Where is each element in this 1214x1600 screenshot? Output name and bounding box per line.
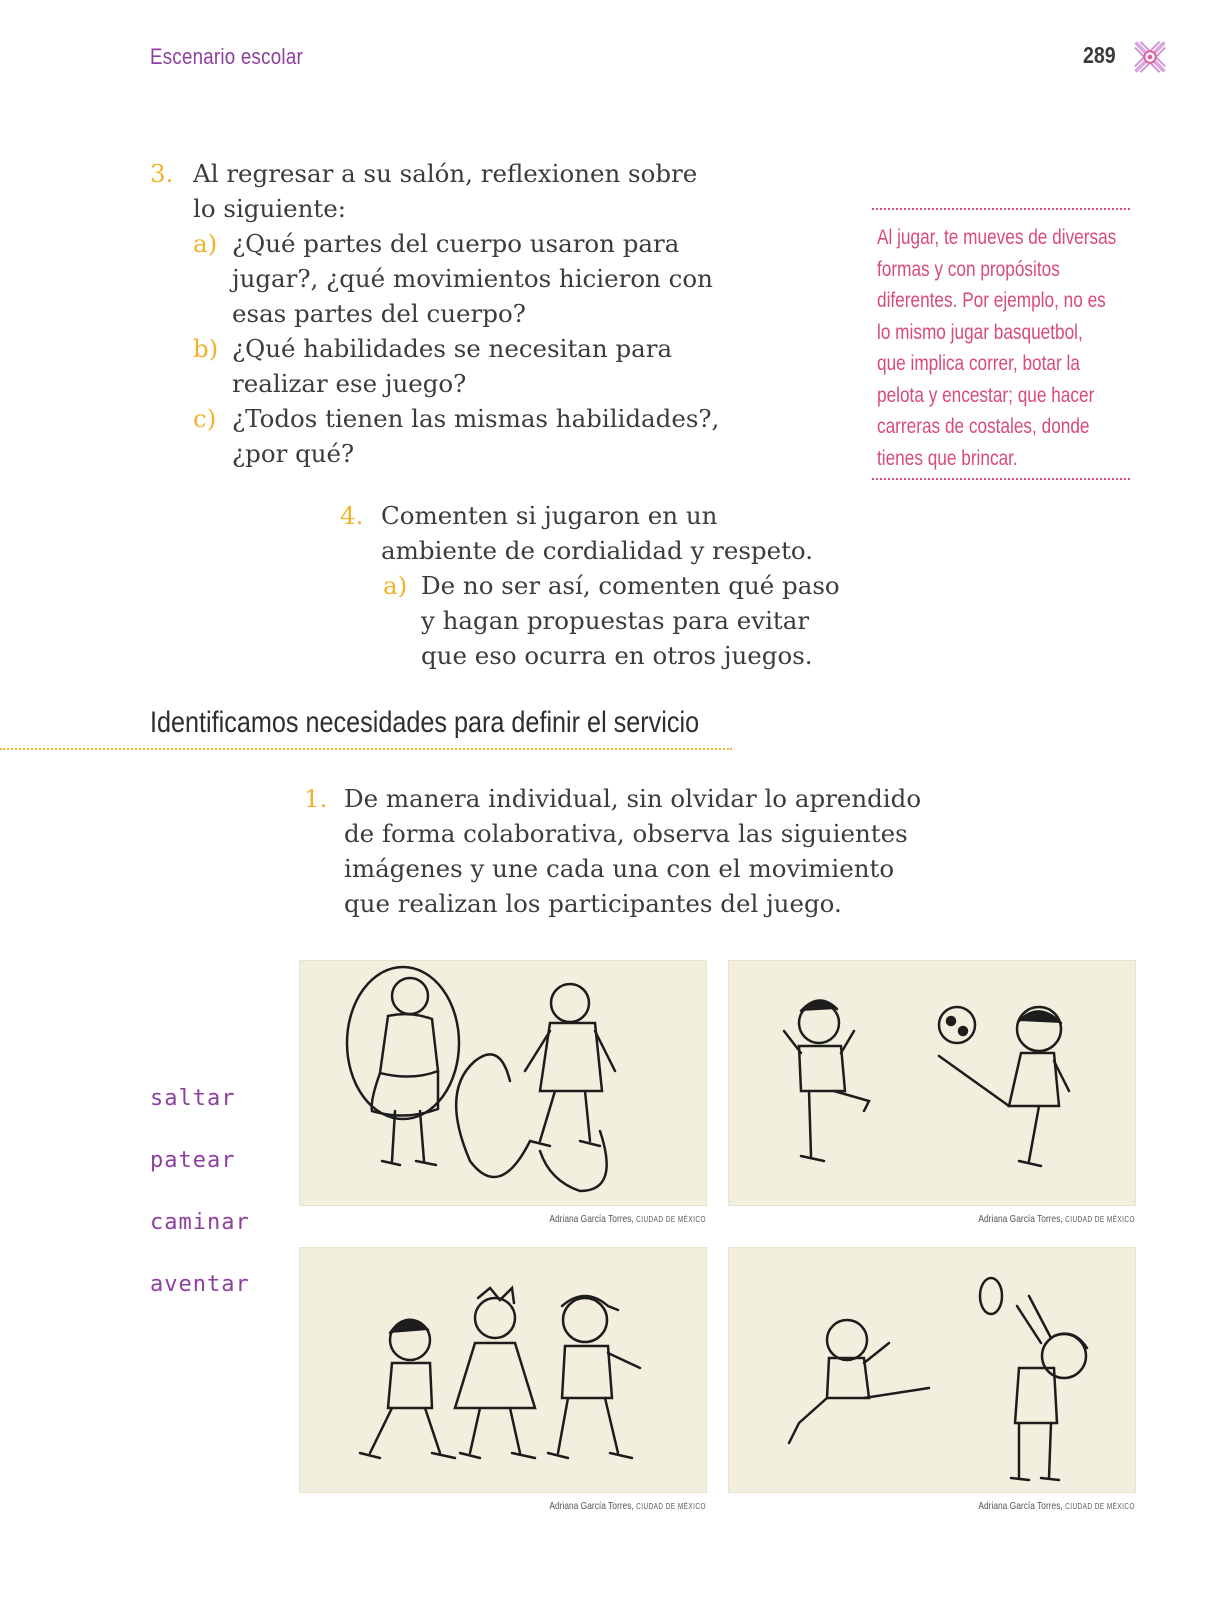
- section-divider: [0, 748, 732, 750]
- sidenote-line: formas y con propósitos: [877, 257, 1060, 281]
- image-credit: Adriana García Torres, CIUDAD DE MÉXICO: [549, 1213, 706, 1225]
- image-credit: Adriana García Torres, CIUDAD DE MÉXICO: [549, 1500, 706, 1512]
- question-text: Comenten si jugaron en un: [381, 501, 718, 530]
- sidenote-line: tienes que brincar.: [877, 446, 1018, 470]
- item-text: ¿Todos tienen las mismas habilidades?,: [232, 404, 720, 433]
- illustration-throwing[interactable]: [728, 1247, 1136, 1493]
- sidenote-line: pelota y encestar; que hacer: [877, 383, 1095, 407]
- question-text: De manera individual, sin olvidar lo aprendido: [344, 784, 922, 813]
- item-letter: a): [383, 571, 408, 600]
- sidenote-line: diferentes. Por ejemplo, no es: [877, 289, 1106, 312]
- movement-word[interactable]: aventar: [150, 1272, 250, 1297]
- question-text: lo siguiente:: [193, 194, 346, 223]
- item-text: realizar ese juego?: [232, 369, 467, 398]
- page-number: 289: [1083, 42, 1116, 68]
- sidenote: [877, 222, 1139, 474]
- question-text: de forma colaborativa, observa las siguientes: [344, 819, 908, 848]
- movement-word[interactable]: caminar: [150, 1210, 250, 1235]
- question-text: ambiente de cordialidad y respeto.: [381, 536, 814, 565]
- question-text: que realizan los participantes del juego.: [344, 889, 842, 918]
- decorative-star-icon: [1131, 38, 1169, 76]
- illustration-kicking-ball[interactable]: [728, 960, 1136, 1206]
- item-text: ¿Qué partes del cuerpo usaron para: [232, 229, 680, 258]
- item-text: que eso ocurra en otros juegos.: [421, 641, 813, 670]
- item-letter: c): [193, 404, 217, 433]
- item-text: ¿Qué habilidades se necesitan para: [232, 334, 673, 363]
- item-text: ¿por qué?: [232, 439, 355, 468]
- question-number: 4.: [340, 501, 364, 530]
- sidenote-line: que implica correr, botar la: [877, 352, 1080, 375]
- sidenote-line: carreras de costales, donde: [877, 415, 1090, 438]
- illustration-walking[interactable]: [299, 1247, 707, 1493]
- question-text: Al regresar a su salón, reflexionen sobre: [193, 159, 698, 188]
- item-text: y hagan propuestas para evitar: [421, 606, 810, 635]
- question-text: imágenes y une cada una con el movimiento: [344, 854, 895, 883]
- item-text: jugar?, ¿qué movimientos hicieron con: [232, 264, 713, 293]
- item-text: De no ser así, comenten qué paso: [421, 571, 840, 600]
- item-letter: b): [193, 334, 219, 363]
- illustration-jump-rope[interactable]: [299, 960, 707, 1206]
- item-letter: a): [193, 229, 218, 258]
- sidenote-line: lo mismo jugar basquetbol,: [877, 320, 1083, 344]
- image-credit: Adriana García Torres, CIUDAD DE MÉXICO: [978, 1500, 1135, 1512]
- movement-word[interactable]: patear: [150, 1148, 236, 1173]
- item-text: esas partes del cuerpo?: [232, 299, 526, 328]
- image-credit: Adriana García Torres, CIUDAD DE MÉXICO: [978, 1213, 1135, 1225]
- question-number: 3.: [150, 159, 174, 188]
- question-number: 1.: [304, 784, 328, 813]
- section-title: Identificamos necesidades para definir el servicio: [150, 706, 700, 739]
- movement-word[interactable]: saltar: [150, 1086, 236, 1111]
- running-header: Escenario escolar: [150, 44, 303, 69]
- sidenote-line: Al jugar, te mueves de diversas: [877, 226, 1117, 249]
